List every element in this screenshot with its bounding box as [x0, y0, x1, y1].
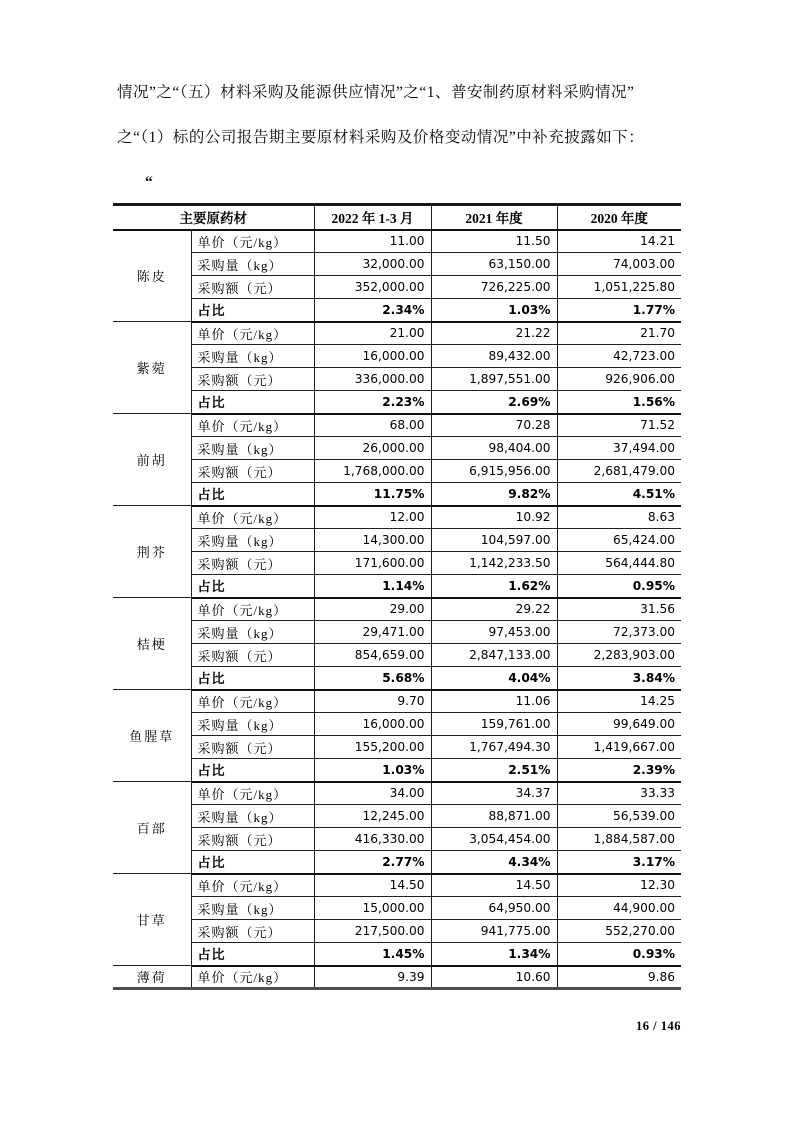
value-2022q1: 29.00: [314, 598, 431, 621]
value-2021: 2,847,133.00: [431, 644, 557, 667]
table-row: [113, 460, 681, 483]
value-2022q1: 11.00: [314, 230, 431, 253]
value-2020: 2,283,903.00: [557, 644, 681, 667]
value-2021: 97,453.00: [431, 621, 557, 644]
table-row: [113, 345, 681, 368]
material-name-cell: 桔梗: [113, 598, 191, 690]
value-2020: 2,681,479.00: [557, 460, 681, 483]
value-2022q1: 12.00: [314, 506, 431, 529]
value-2020: 1.56%: [557, 391, 681, 414]
value-2021: 21.22: [431, 322, 557, 345]
value-2020: 14.21: [557, 230, 681, 253]
metric-label-cell: 单价（元/kg）: [191, 506, 314, 529]
table-row: [113, 828, 681, 851]
table-row: [113, 368, 681, 391]
table-row: [113, 506, 681, 529]
metric-label-cell: 采购额（元）: [191, 736, 314, 759]
table-row-ratio: [113, 391, 681, 414]
metric-label-cell: 采购量（kg）: [191, 805, 314, 828]
metric-label-cell: 单价（元/kg）: [191, 598, 314, 621]
raw-material-procurement-table: [113, 203, 681, 990]
metric-label-cell: 采购量（kg）: [191, 529, 314, 552]
value-2022q1: 29,471.00: [314, 621, 431, 644]
value-2022q1: 217,500.00: [314, 920, 431, 943]
value-2021: 63,150.00: [431, 253, 557, 276]
value-2022q1: 2.77%: [314, 851, 431, 874]
value-2021: 9.82%: [431, 483, 557, 506]
table-row: [113, 713, 681, 736]
value-2021: 2.51%: [431, 759, 557, 782]
value-2021: 6,915,956.00: [431, 460, 557, 483]
value-2020: 2.39%: [557, 759, 681, 782]
table-row: [113, 414, 681, 437]
value-2020: 65,424.00: [557, 529, 681, 552]
value-2022q1: 32,000.00: [314, 253, 431, 276]
value-2020: 926,906.00: [557, 368, 681, 391]
value-2021: 88,871.00: [431, 805, 557, 828]
value-2021: 1,142,233.50: [431, 552, 557, 575]
value-2020: 37,494.00: [557, 437, 681, 460]
metric-label-cell: 采购量（kg）: [191, 437, 314, 460]
value-2020: 8.63: [557, 506, 681, 529]
value-2022q1: 1.03%: [314, 759, 431, 782]
header-period-2021: 2021 年度: [431, 205, 557, 230]
value-2020: 74,003.00: [557, 253, 681, 276]
metric-label-cell: 采购额（元）: [191, 276, 314, 299]
value-2021: 941,775.00: [431, 920, 557, 943]
metric-label-cell: 采购额（元）: [191, 920, 314, 943]
table-row-ratio: [113, 851, 681, 874]
table-row: [113, 805, 681, 828]
metric-label-cell: 单价（元/kg）: [191, 690, 314, 713]
table-row-ratio: [113, 299, 681, 322]
value-2022q1: 1.14%: [314, 575, 431, 598]
metric-label-cell: 采购额（元）: [191, 552, 314, 575]
table-row-partial: [113, 966, 681, 989]
value-2020: 44,900.00: [557, 897, 681, 920]
material-name-cell: 前胡: [113, 414, 191, 506]
table-row: [113, 920, 681, 943]
metric-label-cell: 单价（元/kg）: [191, 874, 314, 897]
value-2020: 1.77%: [557, 299, 681, 322]
metric-label-cell: 占比: [191, 851, 314, 874]
value-2020: 3.17%: [557, 851, 681, 874]
table-row: [113, 552, 681, 575]
value-2020: 42,723.00: [557, 345, 681, 368]
opening-quote-mark: “: [145, 174, 154, 191]
value-2022q1: 155,200.00: [314, 736, 431, 759]
metric-label-cell: 占比: [191, 299, 314, 322]
table-row-ratio: [113, 483, 681, 506]
value-2021: 10.92: [431, 506, 557, 529]
value-2021: 3,054,454.00: [431, 828, 557, 851]
value-2020: 14.25: [557, 690, 681, 713]
metric-label-cell: 占比: [191, 391, 314, 414]
table-row-ratio: [113, 575, 681, 598]
value-2020: 71.52: [557, 414, 681, 437]
value-2020: 72,373.00: [557, 621, 681, 644]
value-2020: 31.56: [557, 598, 681, 621]
value-2021: 64,950.00: [431, 897, 557, 920]
value-2020: 1,419,667.00: [557, 736, 681, 759]
value-2020: 0.93%: [557, 943, 681, 966]
header-period-2020: 2020 年度: [557, 205, 681, 230]
value-2020: 12.30: [557, 874, 681, 897]
metric-label-cell: 采购量（kg）: [191, 713, 314, 736]
value-2022q1: 2.23%: [314, 391, 431, 414]
value-2022q1: 1.45%: [314, 943, 431, 966]
material-name-cell: 百部: [113, 782, 191, 874]
value-2021: 1,767,494.30: [431, 736, 557, 759]
value-2021: 98,404.00: [431, 437, 557, 460]
table-row: [113, 253, 681, 276]
value-2022q1: 12,245.00: [314, 805, 431, 828]
metric-label-cell: 采购量（kg）: [191, 253, 314, 276]
page-number: 16 / 146: [636, 1019, 681, 1033]
value-2020: 9.86: [557, 966, 681, 989]
value-2022q1: 9.39: [314, 966, 431, 989]
table-row: [113, 529, 681, 552]
metric-label-cell: 采购量（kg）: [191, 621, 314, 644]
value-2022q1: 9.70: [314, 690, 431, 713]
table-row-ratio: [113, 759, 681, 782]
table-row: [113, 782, 681, 805]
value-2021: 4.34%: [431, 851, 557, 874]
material-name-cell: 鱼腥草: [113, 690, 191, 782]
table-row: [113, 276, 681, 299]
table-row: [113, 690, 681, 713]
metric-label-cell: 占比: [191, 759, 314, 782]
value-2021: 34.37: [431, 782, 557, 805]
metric-label-cell: 占比: [191, 575, 314, 598]
table-row-ratio: [113, 943, 681, 966]
value-2021: 11.50: [431, 230, 557, 253]
value-2022q1: 352,000.00: [314, 276, 431, 299]
table-row: [113, 736, 681, 759]
value-2022q1: 15,000.00: [314, 897, 431, 920]
intro-line-2: 之“（1）标的公司报告期主要原材料采购及价格变动情况”中补充披露如下：: [117, 129, 645, 146]
value-2022q1: 14.50: [314, 874, 431, 897]
table-row: [113, 897, 681, 920]
value-2022q1: 21.00: [314, 322, 431, 345]
value-2020: 4.51%: [557, 483, 681, 506]
value-2021: 29.22: [431, 598, 557, 621]
value-2022q1: 16,000.00: [314, 345, 431, 368]
table-row: [113, 874, 681, 897]
value-2022q1: 14,300.00: [314, 529, 431, 552]
value-2022q1: 416,330.00: [314, 828, 431, 851]
value-2020: 33.33: [557, 782, 681, 805]
material-name-cell: 陈皮: [113, 230, 191, 322]
table-row: [113, 230, 681, 253]
table-row-ratio: [113, 667, 681, 690]
value-2021: 1.03%: [431, 299, 557, 322]
value-2021: 14.50: [431, 874, 557, 897]
value-2021: 1,897,551.00: [431, 368, 557, 391]
value-2020: 21.70: [557, 322, 681, 345]
metric-label-cell: 单价（元/kg）: [191, 230, 314, 253]
value-2020: 1,884,587.00: [557, 828, 681, 851]
metric-label-cell: 单价（元/kg）: [191, 322, 314, 345]
value-2022q1: 336,000.00: [314, 368, 431, 391]
metric-label-cell: 单价（元/kg）: [191, 966, 314, 989]
value-2021: 726,225.00: [431, 276, 557, 299]
table-row: [113, 437, 681, 460]
value-2020: 564,444.80: [557, 552, 681, 575]
table-row: [113, 621, 681, 644]
value-2021: 1.62%: [431, 575, 557, 598]
material-name-cell: 甘草: [113, 874, 191, 966]
metric-label-cell: 占比: [191, 667, 314, 690]
intro-paragraph: [117, 70, 683, 205]
value-2020: 0.95%: [557, 575, 681, 598]
metric-label-cell: 单价（元/kg）: [191, 414, 314, 437]
material-name-cell: 荆芥: [113, 506, 191, 598]
value-2022q1: 68.00: [314, 414, 431, 437]
value-2022q1: 2.34%: [314, 299, 431, 322]
table-row: [113, 644, 681, 667]
table-row: [113, 322, 681, 345]
metric-label-cell: 采购额（元）: [191, 644, 314, 667]
metric-label-cell: 采购额（元）: [191, 828, 314, 851]
value-2021: 104,597.00: [431, 529, 557, 552]
value-2022q1: 16,000.00: [314, 713, 431, 736]
value-2021: 70.28: [431, 414, 557, 437]
value-2022q1: 26,000.00: [314, 437, 431, 460]
header-period-2022q1: 2022 年 1-3 月: [314, 205, 431, 230]
value-2021: 2.69%: [431, 391, 557, 414]
metric-label-cell: 占比: [191, 483, 314, 506]
metric-label-cell: 单价（元/kg）: [191, 782, 314, 805]
value-2021: 10.60: [431, 966, 557, 989]
metric-label-cell: 采购额（元）: [191, 460, 314, 483]
value-2021: 1.34%: [431, 943, 557, 966]
value-2021: 89,432.00: [431, 345, 557, 368]
material-name-cell: 紫菀: [113, 322, 191, 414]
value-2020: 3.84%: [557, 667, 681, 690]
value-2021: 159,761.00: [431, 713, 557, 736]
value-2022q1: 11.75%: [314, 483, 431, 506]
table-header-row: [113, 205, 681, 230]
metric-label-cell: 占比: [191, 943, 314, 966]
metric-label-cell: 采购量（kg）: [191, 897, 314, 920]
value-2020: 552,270.00: [557, 920, 681, 943]
value-2020: 1,051,225.80: [557, 276, 681, 299]
value-2022q1: 1,768,000.00: [314, 460, 431, 483]
metric-label-cell: 采购量（kg）: [191, 345, 314, 368]
value-2022q1: 171,600.00: [314, 552, 431, 575]
intro-line-1: 情况”之“（五）材料采购及能源供应情况”之“1、普安制药原材料采购情况”: [117, 84, 635, 101]
material-name-cell: 薄荷: [113, 966, 191, 989]
value-2020: 56,539.00: [557, 805, 681, 828]
value-2022q1: 34.00: [314, 782, 431, 805]
value-2021: 11.06: [431, 690, 557, 713]
value-2020: 99,649.00: [557, 713, 681, 736]
header-material-col: 主要原药材: [113, 205, 314, 230]
table-row: [113, 598, 681, 621]
metric-label-cell: 采购额（元）: [191, 368, 314, 391]
value-2022q1: 854,659.00: [314, 644, 431, 667]
value-2021: 4.04%: [431, 667, 557, 690]
value-2022q1: 5.68%: [314, 667, 431, 690]
